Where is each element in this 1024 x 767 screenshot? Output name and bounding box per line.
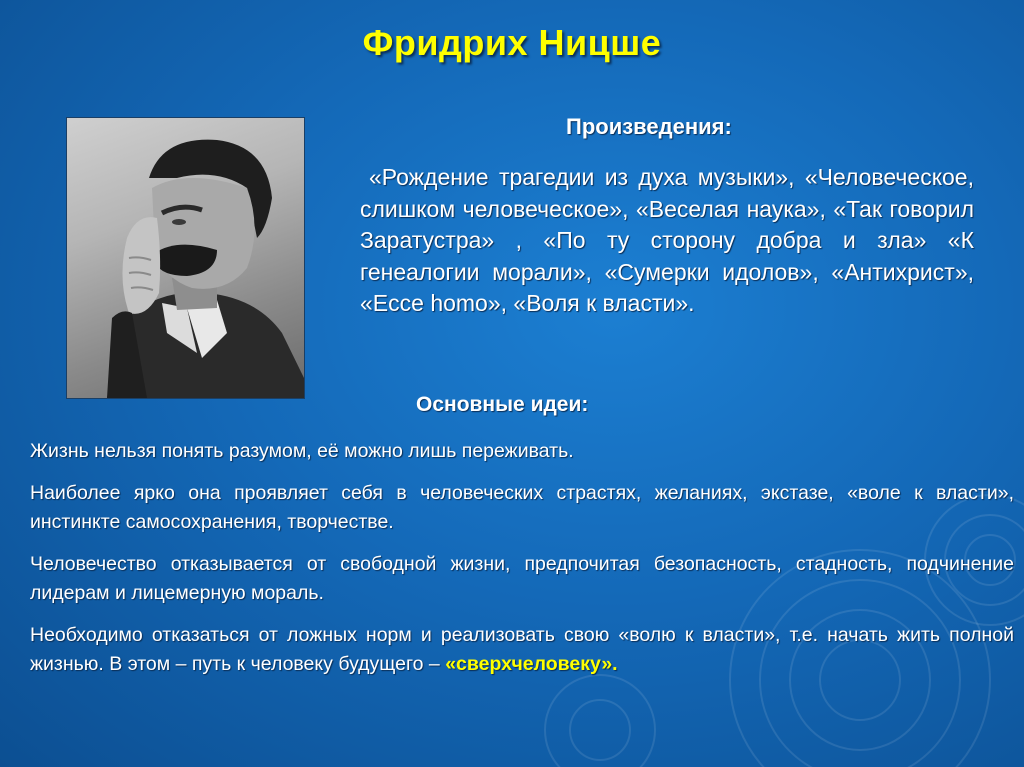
idea-paragraph: Человечество отказывается от свободной жизни, предпочитая безопасность, стадность, подчинение лидерам и лицемерную мораль. [30,552,1014,604]
ideas-heading: Основные идеи: [416,393,589,416]
idea-paragraph: Наиболее ярко она проявляет себя в человеческих страстях, желаниях, экстазе, «воле к власти», инстинкте самосохранения, творчестве. [30,481,1014,533]
idea-text: Необходимо отказаться от ложных норм и реализовать свою «волю к власти», т.е. начать жить полной жизнью. В этом – путь к человеку будущего – [30,623,1014,675]
idea-paragraph: Жизнь нельзя понять разумом, её можно лишь переживать. [30,440,574,462]
works-text: «Рождение трагедии из духа музыки», «Человеческое, слишком человеческое», «Веселая наука», «Так говорил Заратустра» , «По ту сторону добра и зла» «К генеалогии морали», «Сумерки идолов», «Антихрист», «Ecce homo», «Воля к власти». [360,164,974,317]
portrait-image [66,117,305,399]
page-title: Фридрих Ницше [362,22,662,63]
highlight-superman: «сверхчеловеку». [445,653,618,675]
works-heading: Произведения: [566,114,732,139]
portrait-photo-icon [67,118,304,398]
idea-paragraph-last [30,621,1014,680]
ideas-list [30,437,1014,692]
works-list [360,162,974,320]
